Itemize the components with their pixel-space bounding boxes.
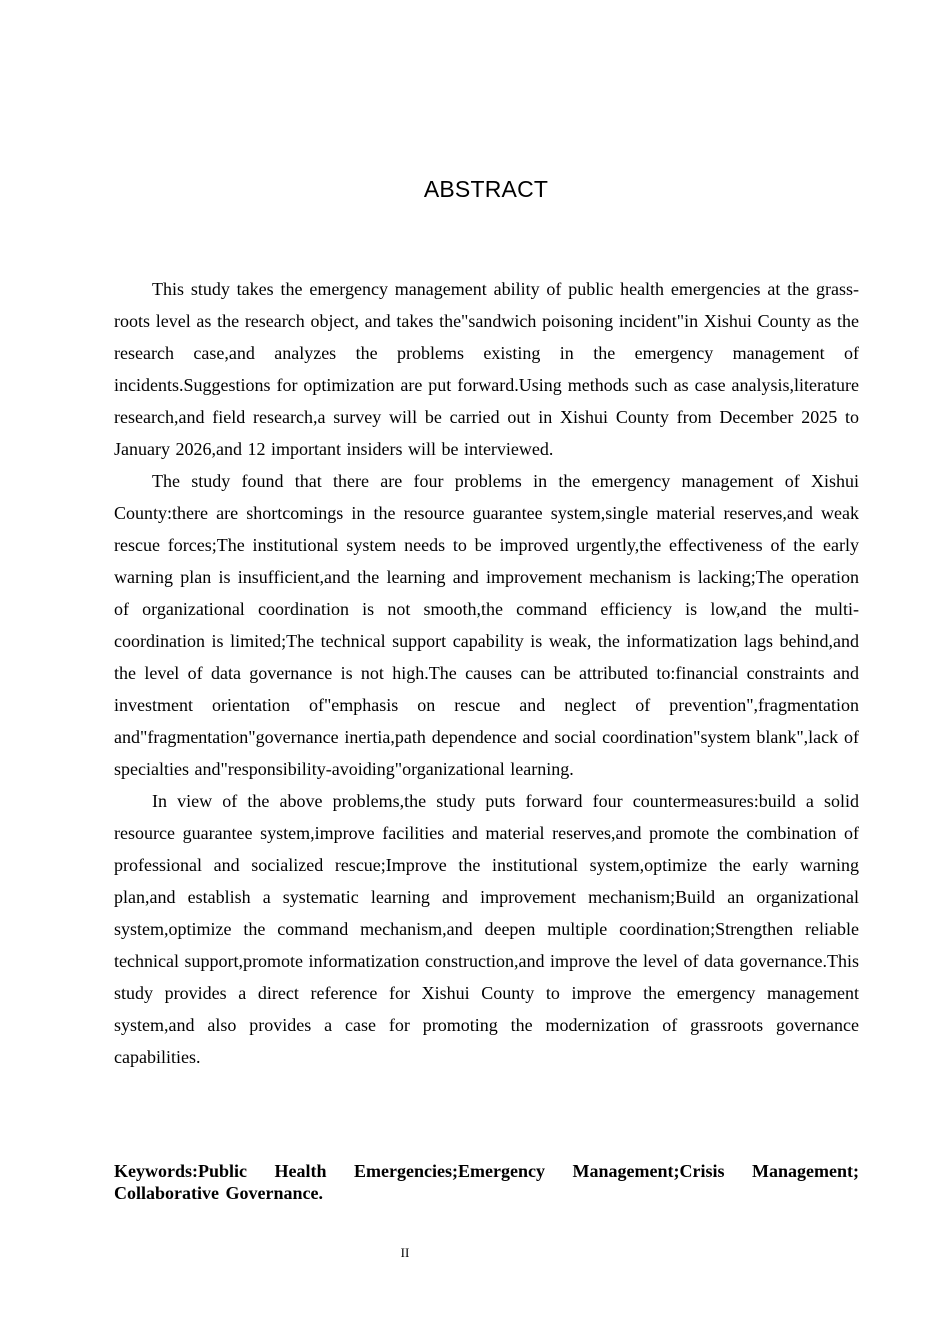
keywords-line: Keywords:Public Health Emergencies;Emergency Management;Crisis Management; Collaborative Governance.	[114, 1161, 859, 1203]
abstract-paragraph-3: In view of the above problems,the study puts forward four countermeasures:build a solid resource guarantee system,improve facilities and material reserves,and promote the combination of professional and socialized rescue;Improve the institutional system,optimize the early warning plan,and establish a systematic learning and improvement mechanism;Build an organizational system,optimize the command mechanism,and deepen multiple coordination;Strengthen reliable technical support,promote informatization construction,and improve the level of data governance.This study provides a direct reference for Xishui County to improve the emergency management system,and also provides a case for promoting the modernization of grassroots governance capabilities.	[114, 791, 859, 1067]
abstract-paragraph-2: The study found that there are four problems in the emergency management of Xishui County:there are shortcomings in the resource guarantee system,single material reserves,and weak rescue forces;The institutional system needs to be improved urgently,the effectiveness of the early warning plan is insufficient,and the learning and improvement mechanism is lacking;The operation of organizational coordination is not smooth,the command efficiency is low,and the multi-coordination is limited;The technical support capability is weak, the informatization lags behind,and the level of data governance is not high.The causes can be attributed to:financial constraints and investment orientation of"emphasis on rescue and neglect of prevention",fragmentation and"fragmentation"governance inertia,path dependence and social coordination"system blank",lack of specialties and"responsibility-avoiding"organizational learning.	[114, 471, 859, 779]
page-title: ABSTRACT	[423, 176, 549, 202]
page-number: II	[400, 1245, 410, 1260]
abstract-body	[114, 273, 859, 1073]
abstract-paragraph-1: This study takes the emergency management ability of public health emergencies at the grass-roots level as the research object, and takes the"sandwich poisoning incident"in Xishui County as the research case,and analyzes the problems existing in the emergency management of incidents.Suggestions for optimization are put forward.Using methods such as case analysis,literature research,and field research,a survey will be carried out in Xishui County from December 2025 to January 2026,and 12 important insiders will be interviewed.	[114, 279, 859, 459]
